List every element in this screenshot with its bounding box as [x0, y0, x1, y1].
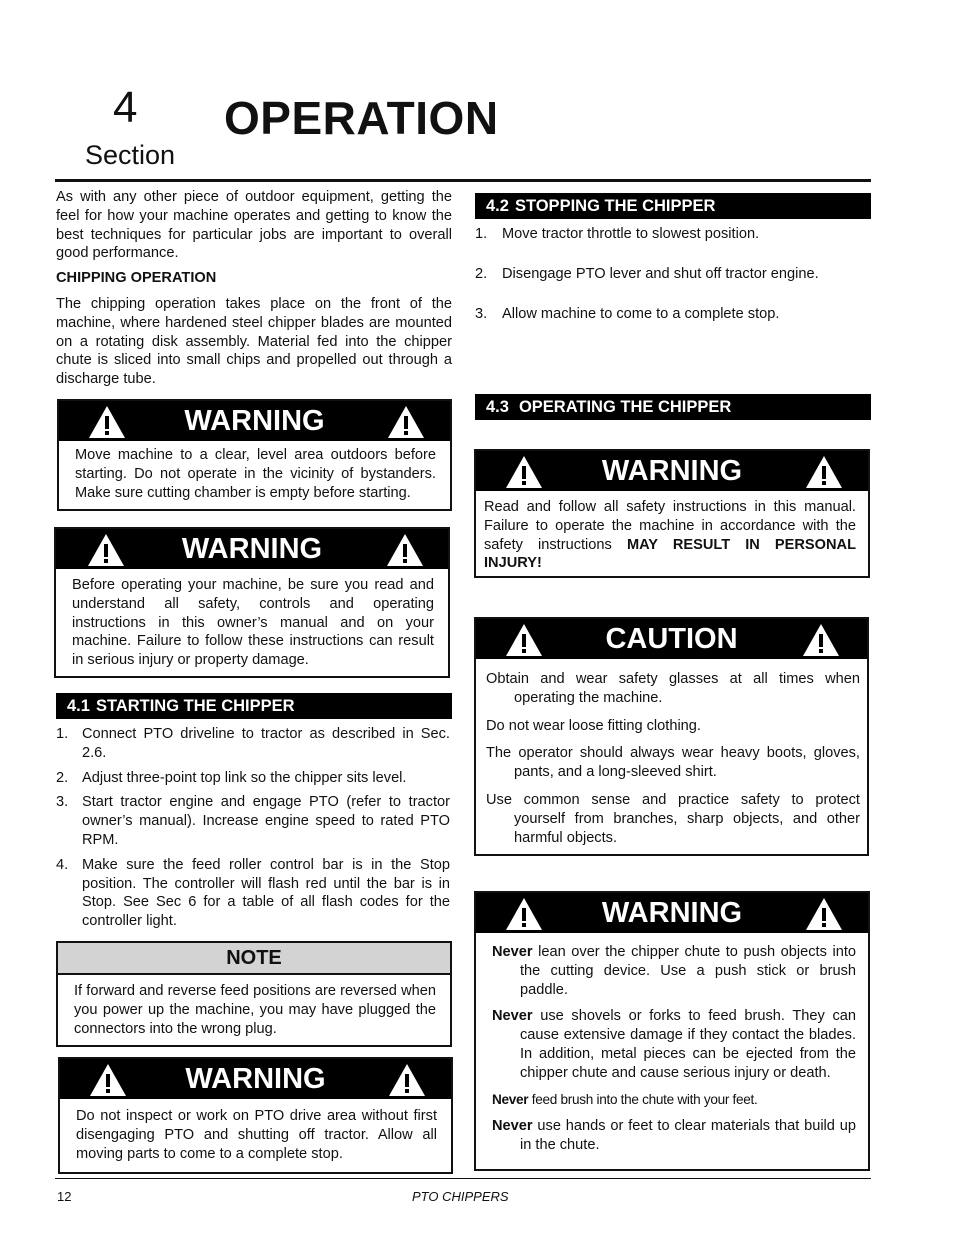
warning-header — [476, 451, 868, 491]
warning-triangle-icon — [388, 1063, 426, 1097]
footer-title: PTO CHIPPERS — [412, 1189, 509, 1204]
caution-list — [476, 659, 867, 847]
warning-triangle-icon — [805, 897, 843, 931]
caution-triangle-icon — [802, 623, 840, 657]
warning-text: Do not inspect or work on PTO drive area without first disengaging PTO and shutting off tractor. Allow all moving parts to come to a complete stop. — [76, 1108, 437, 1162]
warning-list — [476, 933, 868, 1155]
footer-rule — [55, 1178, 871, 1179]
section-4-2-heading — [475, 193, 871, 219]
section-number: 4.1 — [67, 697, 90, 715]
warning-triangle-icon — [387, 405, 425, 439]
section-title: OPERATING THE CHIPPER — [518, 398, 732, 416]
warning-triangle-icon — [805, 455, 843, 489]
list-item: 2. Adjust three-point top link so the chipper sits level. — [56, 769, 407, 786]
list-item: Do not wear loose fitting clothing. — [486, 717, 701, 734]
warning-triangle-icon — [87, 533, 125, 567]
intro-paragraph: As with any other piece of outdoor equipment, getting the feel for how your machine operates and getting to know the best techniques for particular jobs are important to overall good performance. — [56, 189, 452, 262]
chipping-heading: CHIPPING OPERATION — [56, 270, 217, 286]
caution-header — [476, 619, 867, 659]
warning-label: WARNING — [184, 405, 325, 437]
warning-label: WARNING — [601, 897, 743, 929]
section-title: STARTING THE CHIPPER — [95, 697, 295, 715]
warning-box-1 — [57, 399, 452, 511]
list-item: Never lean over the chipper chute to push objects into the cutting device. Use a push stick or brush paddle. — [492, 944, 856, 998]
caution-label: CAUTION — [605, 623, 738, 655]
list-item: 2. Disengage PTO lever and shut off tractor engine. — [475, 265, 819, 282]
warning-triangle-icon — [505, 897, 543, 931]
stopping-steps-list — [475, 225, 871, 323]
caution-triangle-icon — [505, 623, 543, 657]
list-item: Obtain and wear safety glasses at all times when operating the machine. — [486, 671, 860, 706]
warning-triangle-icon — [88, 405, 126, 439]
warning-triangle-icon — [505, 455, 543, 489]
list-item: 1. Connect PTO driveline to tractor as described in Sec. 2.6. — [56, 726, 450, 761]
section-4-3-heading — [475, 394, 871, 420]
note-label: NOTE — [58, 943, 450, 975]
list-item: Never use hands or feet to clear materials that build up in the chute. — [492, 1118, 856, 1154]
section-number: 4.3 — [486, 398, 509, 416]
list-item: 4. Make sure the feed roller control bar is in the Stop position. The controller will flash red until the bar is in Stop. See Sec 6 for a table of all flash codes for the controller light. — [56, 856, 450, 930]
list-item: 3. Start tractor engine and engage PTO (refer to tractor owner’s manual). Increase engine speed to rated PTO RPM. — [56, 794, 450, 848]
page-title: OPERATION — [224, 92, 499, 144]
note-text: If forward and reverse feed positions are reversed when you power up the machine, you may have plugged the connectors into the wrong plug. — [74, 983, 436, 1037]
header-rule — [55, 179, 871, 182]
warning-header — [476, 893, 868, 933]
starting-steps-list — [56, 725, 450, 931]
chipping-paragraph: The chipping operation takes place on the front of the machine, where hardened steel chipper blades are mounted on a rotating disk assembly. Material fed into the chipper chute is sliced into small chips and propelled out through a discharge tube. — [56, 296, 452, 388]
list-item: 3. Allow machine to come to a complete stop. — [475, 305, 780, 322]
section-4-1-heading — [56, 693, 452, 719]
warning-triangle-icon — [89, 1063, 127, 1097]
warning-header — [60, 1059, 451, 1099]
warning-header — [59, 401, 450, 441]
warning-header — [56, 529, 448, 569]
section-label: Section — [85, 140, 176, 170]
warning-emphasis: MAY RESULT IN PERSONAL INJURY! — [484, 536, 857, 572]
warning-text: Move machine to a clear, level area outdoors before starting. Do not operate in the vicinity of bystanders. Make sure cutting chamber is empty before starting. — [75, 447, 436, 501]
warning-label: WARNING — [181, 533, 323, 565]
warning-box-3 — [58, 1057, 453, 1174]
warning-text: Read and follow all safety instructions in this manual. Failure to operate the machine in accordance with the safety instructions MAY RESULT IN PERSONAL INJURY! — [484, 499, 857, 572]
section-number: 4 — [113, 83, 138, 132]
section-title: STOPPING THE CHIPPER — [514, 197, 716, 215]
note-box — [56, 941, 452, 1047]
warning-box-5 — [474, 891, 870, 1171]
warning-label: WARNING — [601, 455, 743, 487]
warning-label: WARNING — [185, 1063, 326, 1095]
list-item: The operator should always wear heavy boots, gloves, pants, and a long-sleeved shirt. — [486, 745, 860, 781]
warning-text: Before operating your machine, be sure you read and understand all safety, controls and operating instructions in this owner’s manual and on your machine. Failure to follow these instructions can result in serious injury or property damage. — [72, 577, 434, 669]
warning-triangle-icon — [386, 533, 424, 567]
list-item: Never feed brush into the chute with your feet. — [492, 1091, 758, 1107]
list-item: Use common sense and practice safety to protect yourself from branches, sharp objects, and other harmful objects. — [486, 791, 860, 846]
list-item: Never use shovels or forks to feed brush. They can cause extensive damage if they contact the blades. In addition, metal pieces can be ejected from the chipper chute and cause serious injury or death. — [492, 1008, 856, 1081]
list-item: 1. Move tractor throttle to slowest position. — [475, 226, 760, 242]
warning-box-2 — [54, 527, 450, 678]
section-number: 4.2 — [486, 197, 509, 215]
caution-box — [474, 617, 869, 856]
page-number: 12 — [57, 1189, 72, 1204]
warning-box-4 — [474, 449, 870, 578]
